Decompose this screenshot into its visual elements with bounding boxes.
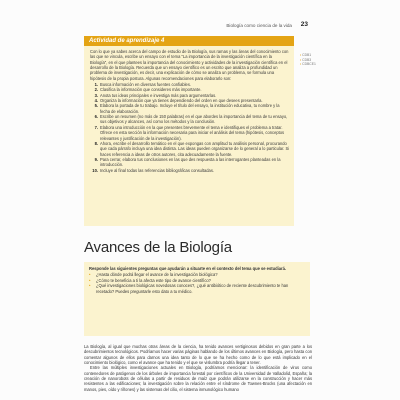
body-paragraph: Entre las múltiples investigaciones actuales en Biología, podríamos mencionar: la identificación de virus como contenedores de patógenos de los árboles de importancia forestal por científicos de la Universidad de Valladolid, España; la creación de nanorobots de células a partir de residuos de maíz que podrán utilizarse en la construcción y hacer más resistentes a las edificaciones; la investigación sobre la relación entre el síndrome de Townes-Brocks (una afectación en manos, pies, oído y riñones) y las sistemas del cilio, el sistema inmunológico humano <box>84 365 312 392</box>
step-text: Para cerrar, elabora tus conclusiones en las que des respuesta a las interrogantes planteadas en la introducción. <box>100 156 281 168</box>
step-text: Organiza la información que ya tienes dependiendo del orden en que desees presentarla. <box>100 98 263 104</box>
step-number: 8. <box>94 140 98 146</box>
activity-step <box>90 103 290 114</box>
activity-step <box>90 125 290 141</box>
question-text: ¿Hasta dónde podrá llegar el avance de la investigación biológica? <box>96 272 218 278</box>
step-number: 5. <box>94 103 98 109</box>
running-head: Biología como ciencia de la vida <box>226 23 292 28</box>
activity-steps <box>90 82 290 173</box>
step-text: Escribe un resumen (no más de 150 palabras) en el que abordes la importancia del tema de tu ensayo, sus objetivos y alcances, así como los métodos y la conclusión. <box>100 114 288 125</box>
questions-intro: Responde las siguientes preguntas que ayudarán a situarte en el contexto del tema que se estudiará. <box>89 266 287 271</box>
activity-step <box>90 168 290 173</box>
question-text: ¿Cómo te beneficia a ti la afecta este tipo de avance científico? <box>96 277 211 283</box>
questions-body <box>84 262 310 298</box>
page-number: 23 <box>300 21 308 28</box>
competency-note: • CDB1 <box>300 53 316 58</box>
step-number: 7. <box>94 124 98 130</box>
bullet-icon: • <box>89 277 91 283</box>
question-item <box>89 283 305 294</box>
step-number: 2. <box>94 87 98 93</box>
activity-body <box>84 46 294 173</box>
activity-step <box>90 157 290 168</box>
activity-box <box>84 36 294 226</box>
step-number: 9. <box>94 156 98 162</box>
competency-note: • CDB3 <box>300 58 316 63</box>
section-title: Avances de la Biología <box>84 239 232 256</box>
step-number: 1. <box>94 82 98 88</box>
bullet-icon: • <box>89 283 91 289</box>
question-text: ¿Qué investigaciones biológicas novedosas conoces?, ¿qué antibiótico de reciente descubrimiento te han recetado? Puedes preguntarle esto dato a tu médico. <box>96 283 289 294</box>
step-text: Anota tus ideas principales e investiga más para argumentarlas. <box>100 92 217 98</box>
step-text: Elabora una introducción en la que presentes brevemente el tema e identifiques el problema a tratar. Ofrece en esta sección la información necesaria para iniciar el análisis del tema (hipótesis, conceptos relevantes y justificación de la investigación). <box>100 124 285 141</box>
activity-title: Actividad de aprendizaje 4 <box>84 36 294 46</box>
activity-intro: Con lo que ya sabes acerca del campo de estudio de la Biología, sus ramas y las áreas del conocimiento con las que se vincula, escribe un ensayo con el tema "La importancia de la investigación científica en la Biología", en el que plantees la importancia del conocimiento y actividades de la investigación científica en el desarrollo de la Biología. Recuerda que un ensayo científico es un escrito que analiza a profundidad un problema de investigación, es decir, una explicación de cómo se analiza un problema, se formula una hipótesis de la propia postura. Algunas recomendaciones para elaborarlo son: <box>90 49 289 81</box>
step-number: 4. <box>94 98 98 104</box>
step-number: 3. <box>94 92 98 98</box>
step-number: 6. <box>94 114 98 120</box>
competency-notes <box>300 53 316 67</box>
step-text: Elabora la portada de tu trabajo. Incluye el título del ensayo, la institución educativa, tu nombre y la fecha de elaboración. <box>100 103 280 114</box>
body-paragraph: La Biología, al igual que muchas otras áreas de la ciencia, ha tenido avances vertiginosos debidos en gran parte a los descubrimientos tecnológicos. Podríamos hacer varias páginas hablando de los últimos avances en Biología, pero hasta con comentar algunos de ellos para darnos una idea tanto de lo que se ha hecho como de lo que está implicado en el conocimiento biológico, como el avance que ha tenido y el que se vislumbra podría llegar a tener. <box>84 344 312 366</box>
competency-note: • CDBCE1 <box>300 62 316 67</box>
activity-step <box>90 141 290 157</box>
step-text: Busca información en diversas fuentes confiables. <box>100 82 192 88</box>
body-text <box>84 344 312 392</box>
step-text: Incluye al final todas las referencias bibliográficas consultadas. <box>100 167 215 173</box>
questions-box <box>84 262 310 336</box>
step-number: 10. <box>92 167 98 173</box>
step-text: Clasifica la información que consideres más importante. <box>100 87 202 93</box>
activity-step <box>90 114 290 125</box>
step-text: Ahora, escribe el desarrollo temático en el que expongas con amplitud tu análisis personal, procurando que cada párrafo incluya una idea distinta. Las ideas pueden organizarse de lo general a lo particular. Si haces referencia a ideas de otros autores, cita adecuadamente la fuente. <box>100 140 290 157</box>
bullet-icon: • <box>89 272 91 278</box>
